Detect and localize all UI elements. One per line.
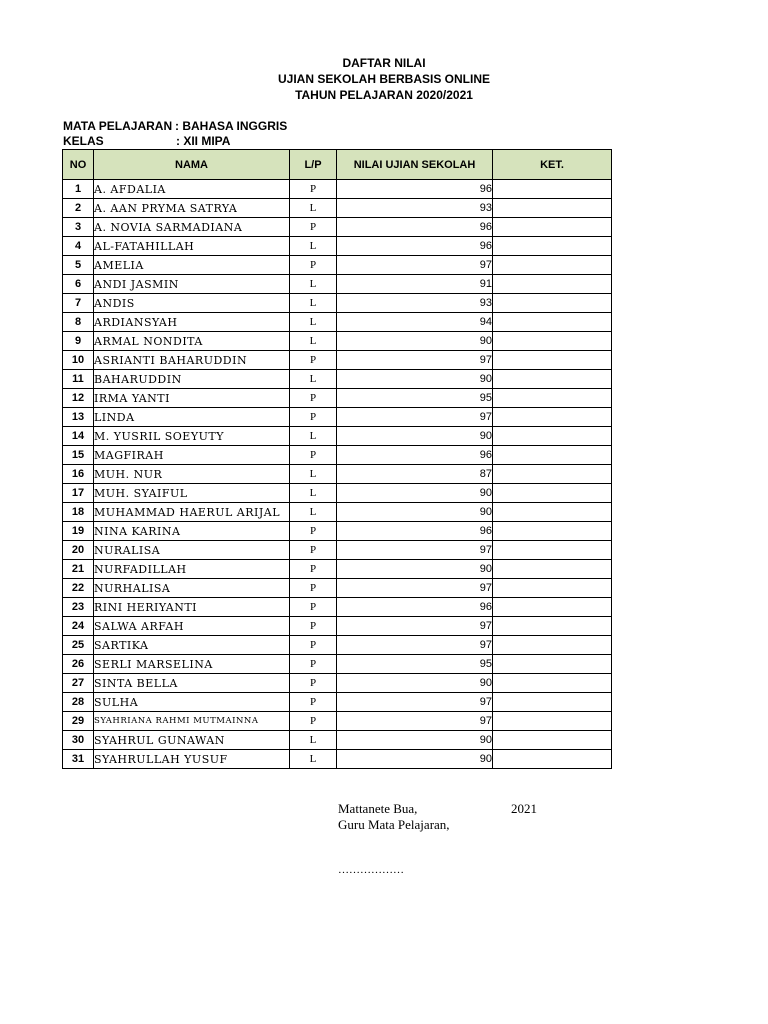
row-ket xyxy=(493,617,612,636)
row-nama: AMELIA xyxy=(94,256,290,275)
row-nama: SYAHRIANA RAHMI MUTMAINNA xyxy=(94,712,290,731)
row-nama: NURALISA xyxy=(94,541,290,560)
row-no: 9 xyxy=(63,332,94,351)
row-nilai: 93 xyxy=(337,294,493,313)
signature-place: Mattanete Bua, xyxy=(338,801,418,816)
col-header-no: NO xyxy=(63,150,94,180)
row-no: 21 xyxy=(63,560,94,579)
signature-dots: ……………… xyxy=(338,864,404,876)
row-lp: P xyxy=(290,218,337,237)
row-no: 18 xyxy=(63,503,94,522)
row-lp: L xyxy=(290,370,337,389)
row-ket xyxy=(493,503,612,522)
row-nilai: 90 xyxy=(337,332,493,351)
row-nama: MUH. NUR xyxy=(94,465,290,484)
row-nama: ARMAL NONDITA xyxy=(94,332,290,351)
row-ket xyxy=(493,712,612,731)
row-lp: L xyxy=(290,427,337,446)
row-ket xyxy=(493,655,612,674)
table-row xyxy=(63,674,612,693)
row-lp: P xyxy=(290,541,337,560)
row-nilai: 93 xyxy=(337,199,493,218)
row-no: 25 xyxy=(63,636,94,655)
row-nilai: 90 xyxy=(337,750,493,769)
class-row xyxy=(63,134,230,148)
row-lp: P xyxy=(290,655,337,674)
row-ket xyxy=(493,598,612,617)
table-row xyxy=(63,484,612,503)
row-nilai: 96 xyxy=(337,446,493,465)
row-nama: BAHARUDDIN xyxy=(94,370,290,389)
doc-title-line2: UJIAN SEKOLAH BERBASIS ONLINE xyxy=(277,72,491,86)
row-ket xyxy=(493,427,612,446)
table-row xyxy=(63,655,612,674)
table-row xyxy=(63,351,612,370)
row-lp: P xyxy=(290,598,337,617)
row-no: 22 xyxy=(63,579,94,598)
row-lp: P xyxy=(290,408,337,427)
row-lp: P xyxy=(290,560,337,579)
subject-label: MATA PELAJARAN xyxy=(63,119,173,133)
row-lp: L xyxy=(290,332,337,351)
row-lp: P xyxy=(290,389,337,408)
table-row xyxy=(63,750,612,769)
row-nilai: 96 xyxy=(337,237,493,256)
row-no: 11 xyxy=(63,370,94,389)
row-nilai: 97 xyxy=(337,579,493,598)
row-nama: MAGFIRAH xyxy=(94,446,290,465)
col-header-lp: L/P xyxy=(290,150,337,180)
table-row xyxy=(63,693,612,712)
row-nama: A. AFDALIA xyxy=(94,180,290,199)
row-nilai: 90 xyxy=(337,560,493,579)
row-ket xyxy=(493,408,612,427)
row-nilai: 90 xyxy=(337,484,493,503)
row-no: 2 xyxy=(63,199,94,218)
row-no: 19 xyxy=(63,522,94,541)
row-nama: MUHAMMAD HAERUL ARIJAL xyxy=(94,503,290,522)
row-ket xyxy=(493,484,612,503)
row-nilai: 97 xyxy=(337,693,493,712)
table-row xyxy=(63,579,612,598)
row-nilai: 96 xyxy=(337,180,493,199)
row-nama: ANDIS xyxy=(94,294,290,313)
row-nilai: 95 xyxy=(337,389,493,408)
row-nilai: 97 xyxy=(337,256,493,275)
row-ket xyxy=(493,636,612,655)
row-no: 27 xyxy=(63,674,94,693)
row-nilai: 90 xyxy=(337,731,493,750)
row-no: 30 xyxy=(63,731,94,750)
row-no: 15 xyxy=(63,446,94,465)
row-lp: P xyxy=(290,693,337,712)
row-nama: NURHALISA xyxy=(94,579,290,598)
row-nama: IRMA YANTI xyxy=(94,389,290,408)
table-row xyxy=(63,560,612,579)
row-nama: M. YUSRIL SOEYUTY xyxy=(94,427,290,446)
row-no: 14 xyxy=(63,427,94,446)
row-nama: RINI HERIYANTI xyxy=(94,598,290,617)
row-no: 4 xyxy=(63,237,94,256)
row-nama: SYAHRULLAH YUSUF xyxy=(94,750,290,769)
row-ket xyxy=(493,560,612,579)
row-no: 10 xyxy=(63,351,94,370)
row-nilai: 91 xyxy=(337,275,493,294)
row-ket xyxy=(493,522,612,541)
row-nilai: 96 xyxy=(337,218,493,237)
col-header-nama: NAMA xyxy=(94,150,290,180)
row-no: 24 xyxy=(63,617,94,636)
row-lp: P xyxy=(290,256,337,275)
row-lp: P xyxy=(290,674,337,693)
row-no: 3 xyxy=(63,218,94,237)
row-nilai: 96 xyxy=(337,598,493,617)
signature-year: 2021 xyxy=(511,801,537,816)
table-row xyxy=(63,180,612,199)
row-no: 13 xyxy=(63,408,94,427)
row-lp: L xyxy=(290,465,337,484)
row-nilai: 97 xyxy=(337,617,493,636)
row-ket xyxy=(493,332,612,351)
row-lp: L xyxy=(290,313,337,332)
row-ket xyxy=(493,370,612,389)
row-nama: SARTIKA xyxy=(94,636,290,655)
row-no: 1 xyxy=(63,180,94,199)
row-lp: P xyxy=(290,617,337,636)
row-nilai: 94 xyxy=(337,313,493,332)
row-ket xyxy=(493,237,612,256)
table-row xyxy=(63,389,612,408)
row-nilai: 90 xyxy=(337,674,493,693)
row-ket xyxy=(493,218,612,237)
row-lp: L xyxy=(290,199,337,218)
table-row xyxy=(63,275,612,294)
table-row xyxy=(63,408,612,427)
row-ket xyxy=(493,294,612,313)
row-ket xyxy=(493,541,612,560)
row-ket xyxy=(493,465,612,484)
table-row xyxy=(63,256,612,275)
row-nama: SULHA xyxy=(94,693,290,712)
row-ket xyxy=(493,750,612,769)
row-nilai: 97 xyxy=(337,351,493,370)
row-lp: L xyxy=(290,484,337,503)
row-ket xyxy=(493,199,612,218)
row-nilai: 97 xyxy=(337,712,493,731)
class-label: KELAS xyxy=(63,134,104,148)
row-lp: L xyxy=(290,731,337,750)
table-row xyxy=(63,465,612,484)
subject-row xyxy=(63,119,287,133)
row-nilai: 90 xyxy=(337,503,493,522)
row-lp: P xyxy=(290,180,337,199)
table-row xyxy=(63,370,612,389)
row-no: 17 xyxy=(63,484,94,503)
row-lp: L xyxy=(290,237,337,256)
table-row xyxy=(63,199,612,218)
row-no: 12 xyxy=(63,389,94,408)
table-row xyxy=(63,237,612,256)
table-row xyxy=(63,712,612,731)
row-no: 7 xyxy=(63,294,94,313)
row-nama: A. AAN PRYMA SATRYA xyxy=(94,199,290,218)
table-row xyxy=(63,427,612,446)
signature-role: Guru Mata Pelajaran, xyxy=(338,817,450,832)
row-ket xyxy=(493,731,612,750)
table-row xyxy=(63,598,612,617)
row-ket xyxy=(493,313,612,332)
row-nama: NINA KARINA xyxy=(94,522,290,541)
subject-value: : BAHASA INGGRIS xyxy=(175,119,288,133)
row-ket xyxy=(493,351,612,370)
table-row xyxy=(63,313,612,332)
row-ket xyxy=(493,275,612,294)
row-no: 23 xyxy=(63,598,94,617)
table-row xyxy=(63,446,612,465)
table-row xyxy=(63,294,612,313)
table-row xyxy=(63,332,612,351)
row-no: 26 xyxy=(63,655,94,674)
col-header-ket: KET. xyxy=(493,150,612,180)
row-ket xyxy=(493,579,612,598)
class-value: : XII MIPA xyxy=(176,134,231,148)
row-nilai: 96 xyxy=(337,522,493,541)
row-nilai: 97 xyxy=(337,408,493,427)
row-nilai: 90 xyxy=(337,427,493,446)
row-no: 16 xyxy=(63,465,94,484)
row-ket xyxy=(493,389,612,408)
row-lp: L xyxy=(290,275,337,294)
table-row xyxy=(63,218,612,237)
row-no: 5 xyxy=(63,256,94,275)
row-no: 6 xyxy=(63,275,94,294)
col-header-nilai: NILAI UJIAN SEKOLAH xyxy=(337,150,493,180)
row-nama: SINTA BELLA xyxy=(94,674,290,693)
row-nama: ASRIANTI BAHARUDDIN xyxy=(94,351,290,370)
row-lp: L xyxy=(290,294,337,313)
row-lp: P xyxy=(290,636,337,655)
row-no: 20 xyxy=(63,541,94,560)
table-row xyxy=(63,541,612,560)
row-lp: P xyxy=(290,446,337,465)
row-nama: SALWA ARFAH xyxy=(94,617,290,636)
row-lp: L xyxy=(290,750,337,769)
row-nilai: 97 xyxy=(337,541,493,560)
table-header-row xyxy=(63,150,612,180)
table-row xyxy=(63,617,612,636)
row-ket xyxy=(493,674,612,693)
table-row xyxy=(63,522,612,541)
row-nilai: 87 xyxy=(337,465,493,484)
doc-title-line3: TAHUN PELAJARAN 2020/2021 xyxy=(295,88,473,102)
row-lp: P xyxy=(290,579,337,598)
table-row xyxy=(63,636,612,655)
doc-title-line1: DAFTAR NILAI xyxy=(342,56,426,70)
row-nama: ARDIANSYAH xyxy=(94,313,290,332)
row-nama: SERLI MARSELINA xyxy=(94,655,290,674)
table-row xyxy=(63,731,612,750)
row-ket xyxy=(493,693,612,712)
row-no: 8 xyxy=(63,313,94,332)
row-nama: MUH. SYAIFUL xyxy=(94,484,290,503)
row-ket xyxy=(493,446,612,465)
row-nama: LINDA xyxy=(94,408,290,427)
row-nilai: 90 xyxy=(337,370,493,389)
grade-table xyxy=(62,149,612,769)
row-no: 28 xyxy=(63,693,94,712)
row-nilai: 97 xyxy=(337,636,493,655)
row-nilai: 95 xyxy=(337,655,493,674)
row-nama: SYAHRUL GUNAWAN xyxy=(94,731,290,750)
row-nama: ANDI JASMIN xyxy=(94,275,290,294)
row-no: 31 xyxy=(63,750,94,769)
row-lp: L xyxy=(290,503,337,522)
row-nama: AL-FATAHILLAH xyxy=(94,237,290,256)
table-row xyxy=(63,503,612,522)
row-ket xyxy=(493,256,612,275)
row-lp: P xyxy=(290,522,337,541)
row-lp: P xyxy=(290,712,337,731)
row-nama: NURFADILLAH xyxy=(94,560,290,579)
row-no: 29 xyxy=(63,712,94,731)
row-nama: A. NOVIA SARMADIANA xyxy=(94,218,290,237)
row-lp: P xyxy=(290,351,337,370)
row-ket xyxy=(493,180,612,199)
